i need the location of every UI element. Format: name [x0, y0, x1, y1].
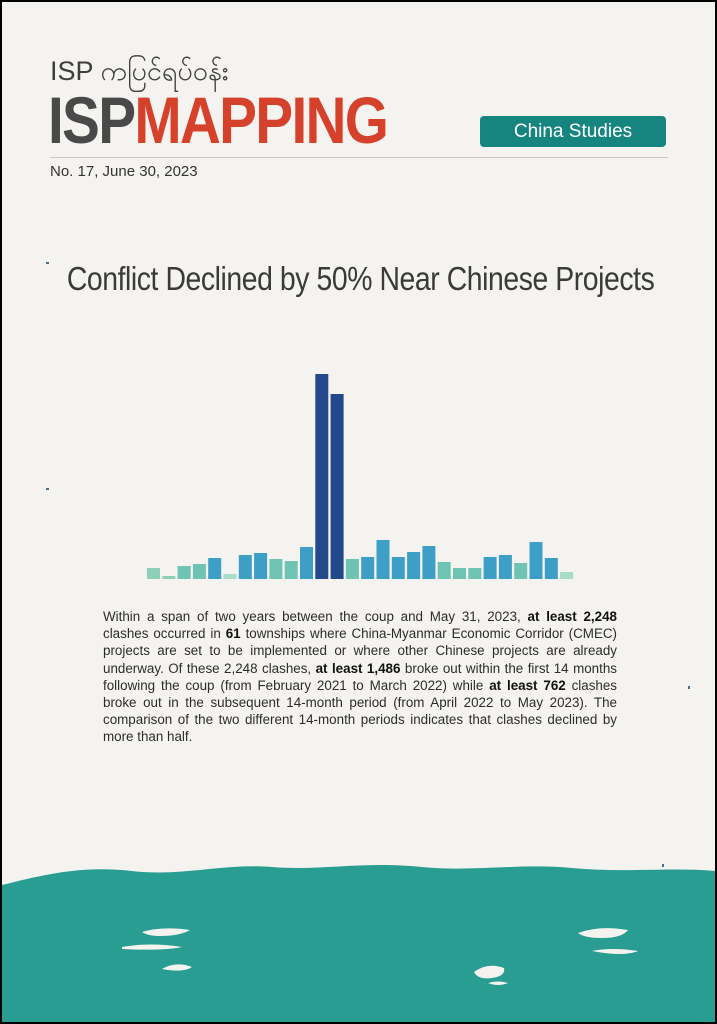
chart-bar	[545, 558, 558, 579]
summary-highlight-second-period: at least 762	[489, 677, 566, 693]
chart-bar	[178, 566, 191, 579]
chart-bar	[484, 557, 497, 579]
chart-bar	[499, 555, 512, 579]
chart-bar	[514, 563, 527, 579]
chart-bar	[453, 568, 466, 579]
brand-logo	[48, 84, 387, 156]
chart-bar	[422, 546, 435, 579]
chart-bar	[269, 559, 282, 579]
brand-logo-isp: ISP	[48, 83, 135, 157]
summary-highlight-townships: 61	[225, 626, 241, 642]
chart-bar	[392, 557, 405, 579]
summary-text-1: Within a span of two years between the coup and May 31, 2023,	[103, 609, 528, 624]
summary-highlight-total: at least 2,248	[527, 609, 617, 624]
decor-speck	[688, 686, 690, 689]
summary-text-2: clashes occurred in	[103, 626, 226, 642]
report-cover	[2, 2, 715, 1022]
chart-bar	[300, 547, 313, 579]
issue-date: No. 17, June 30, 2023	[50, 163, 198, 180]
chart-bar	[560, 572, 573, 579]
chart-bar	[239, 555, 252, 579]
chart-bar	[193, 564, 206, 579]
summary-highlight-first-period: at least 1,486	[315, 660, 401, 676]
chart-bar	[315, 374, 328, 579]
brand-burmese-name: ISP ကပြင်ရပ်ဝန်း	[50, 56, 229, 86]
summary-text-3: townships where China-Myanmar Economic Corridor (CMEC) projects are set to be implemented or where other Chinese projects are already underway. Of these 2,248 clashes,	[103, 626, 618, 676]
chart-bar	[254, 553, 267, 579]
decor-speck	[46, 262, 49, 264]
chart-bar	[346, 559, 359, 579]
summary-paragraph	[103, 608, 617, 746]
clashes-bar-chart	[2, 362, 715, 584]
chart-bar	[530, 542, 543, 579]
chart-bar	[331, 394, 344, 579]
chart-bar	[407, 552, 420, 579]
chart-bar	[162, 576, 175, 579]
summary-text-5: clashes broke out in the subsequent 14-month period (from April 2022 to May 2023). The comparison of the two different 14-month periods indicates that clashes declined by more than half.	[103, 677, 617, 745]
report-title	[2, 260, 715, 298]
chart-bar	[285, 561, 298, 579]
chart-bar	[361, 557, 374, 579]
chart-bar	[208, 558, 221, 579]
decor-speck	[46, 488, 49, 490]
chart-bar	[377, 540, 390, 579]
teal-wave-footer	[2, 857, 715, 1022]
chart-bar	[224, 574, 237, 579]
header-divider	[50, 157, 668, 158]
chart-bar	[147, 568, 160, 579]
summary-text-4: broke out within the first 14 months following the coup (from February 2021 to March 2022) while	[103, 660, 617, 693]
brand-logo-mapping: MAPPING	[134, 83, 388, 157]
category-tag: China Studies	[480, 116, 666, 147]
report-title-text: Conflict Declined by 50% Near Chinese Projects	[66, 260, 655, 297]
chart-bar	[438, 562, 451, 579]
chart-bar	[468, 568, 481, 579]
